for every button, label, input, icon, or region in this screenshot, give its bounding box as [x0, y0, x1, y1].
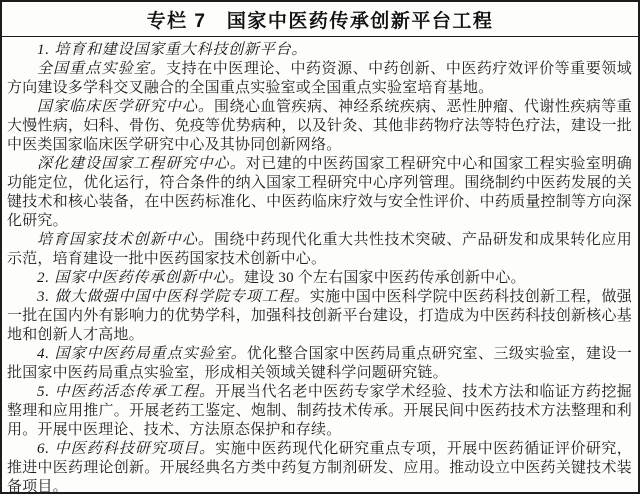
paragraph-lead: 全国重点实验室。 — [37, 61, 167, 77]
paragraph — [7, 288, 632, 345]
paragraph-text: 优化整合国家中医药局重点研究室、三级实验室，建设一批国家中医药局重点实验室，形成相关领域关键科学问题研究链。 — [7, 346, 632, 381]
paragraph-lead: 2. 国家中医药传承创新中心。 — [37, 270, 245, 286]
paragraph — [7, 60, 632, 98]
paragraph — [7, 383, 632, 440]
paragraph — [7, 345, 632, 383]
paragraph-text: 对已建的中医药国家工程研究中心和国家工程实验室明确功能定位，优化运行，符合条件的纳入国家工程研究中心序列管理。围绕制约中医药发展的关键技术和核心装备，在中医药标准化、中医药临床疗效与安全性评价、中药质量控制等方向深化研究。 — [7, 156, 632, 229]
paragraph-text: 实施中国中医科学院中医药科技创新工程，做强一批在国内外有影响力的优势学科，加强科技创新平台建设，打造成为中医药科技创新核心基地和创新人才高地。 — [7, 289, 633, 343]
paragraph — [7, 440, 632, 497]
paragraph-text: 支持在中医理论、中药资源、中药创新、中医药疗效评价等重要领域方向建设多学科交叉融合的全国重点实验室或全国重点实验室培育基地。 — [7, 61, 632, 96]
paragraph-text: 建设 30 个左右国家中医药传承创新中心。 — [244, 270, 526, 286]
paragraph-text: 开展当代名老中医药专家学术经验、技术方法和临证方药挖掘整理和应用推广。开展老药工鉴定、炮制、制药技术传承。开展民间中医药技术方法整理和利用。开展中医理论、技术、方法原态保护和存续。 — [7, 384, 632, 438]
paragraph-text: 围绕中药现代化重大共性技术突破、产品研发和成果转化应用示范，培育建设一批中医药国家技术创新中心。 — [7, 232, 632, 267]
paragraph — [7, 41, 632, 60]
paragraph-lead: 6. 中医药科技研究项目。 — [37, 441, 216, 457]
paragraph-lead: 5. 中医药活态传承工程。 — [37, 384, 216, 400]
paragraph-text: 实施中医药现代化研究重点专项，开展中医药循证评价研究，推进中医药理论创新。开展经典名方类中药复方制剂研发、应用。推动设立中医药关键技术装备项目。 — [7, 441, 632, 495]
paragraph-lead: 1. 培育和建设国家重大科技创新平台。 — [37, 42, 308, 58]
paragraph-lead: 深化建设国家工程研究中心。 — [37, 156, 246, 172]
paragraph-lead: 培育国家技术创新中心。 — [37, 232, 215, 248]
paragraph — [7, 155, 632, 231]
panel-header — [2, 2, 638, 37]
panel-body — [2, 37, 638, 501]
paragraph — [7, 231, 632, 269]
paragraph-lead: 3. 做大做强中国中医科学院专项工程。 — [37, 289, 310, 305]
paragraph-text: 围绕心血管疾病、神经系统疾病、恶性肿瘤、代谢性疾病等重大慢性病，妇科、骨伤、免疫等优势病种，以及针灸、其他非药物疗法等特色疗法，建设一批中医类国家临床医学研究中心及其协同创新网络。 — [7, 99, 632, 153]
paragraph — [7, 269, 632, 288]
paragraph-lead: 4. 国家中医药局重点实验室。 — [37, 346, 247, 362]
paragraph — [7, 98, 632, 155]
panel-title: 专栏 7 国家中医药传承创新平台工程 — [146, 10, 494, 32]
paragraph-lead: 国家临床医学研究中心。 — [37, 99, 215, 115]
